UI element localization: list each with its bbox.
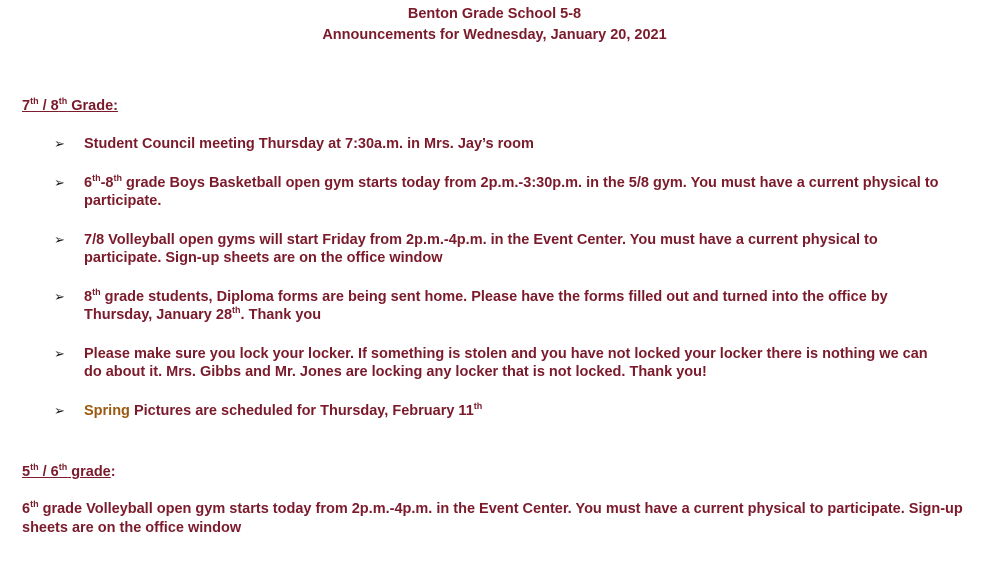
list-item: ➢ 8th grade students, Diploma forms are being sent home. Please have the forms filled out and turned into the office by Thursday, January 28th. Thank you (54, 287, 888, 323)
spring-highlight: Spring (84, 403, 130, 419)
list-item: ➢ 7/8 Volleyball open gyms will start Friday from 2p.m.-4p.m. in the Event Center. You must have a current physical to participate. Sign-up sheets are on the office window (54, 232, 878, 266)
arrow-bullet-icon: ➢ (54, 289, 65, 304)
announcement-header (0, 4, 989, 46)
arrow-bullet-icon: ➢ (54, 232, 65, 247)
arrow-bullet-icon: ➢ (54, 175, 65, 190)
arrow-bullet-icon: ➢ (54, 136, 65, 151)
list-item: ➢ Spring Pictures are scheduled for Thursday, February 11th (54, 401, 483, 419)
school-name: Benton Grade School 5-8 (407, 6, 582, 22)
announcement-date: Announcements for Wednesday, January 20, 2021 (322, 27, 667, 43)
list-item: ➢ 6th-8th grade Boys Basketball open gym starts today from 2p.m.-3:30p.m. in the 5/8 gym. You must have a current physical to participate. (54, 173, 939, 209)
list-item: ➢ Student Council meeting Thursday at 7:30a.m. in Mrs. Jay’s room (54, 136, 534, 152)
announcement-list-7th-8th (0, 135, 989, 441)
announcement-paragraph-5th-6th: 6th grade Volleyball open gym starts today from 2p.m.-4p.m. in the Event Center. You must have a current physical to participate. Sign-up sheets are on the office window (22, 499, 963, 536)
list-item: ➢ Please make sure you lock your locker. If something is stolen and you have not locked your locker there is nothing we can do about it. Mrs. Gibbs and Mr. Jones are locking any locker that is not locked. Thank you! (54, 346, 928, 380)
arrow-bullet-icon: ➢ (54, 403, 65, 418)
arrow-bullet-icon: ➢ (54, 346, 65, 361)
section-title-5th-6th: 5th / 6th grade: (22, 462, 116, 480)
section-title-7th-8th: 7th / 8th Grade: (22, 96, 118, 114)
